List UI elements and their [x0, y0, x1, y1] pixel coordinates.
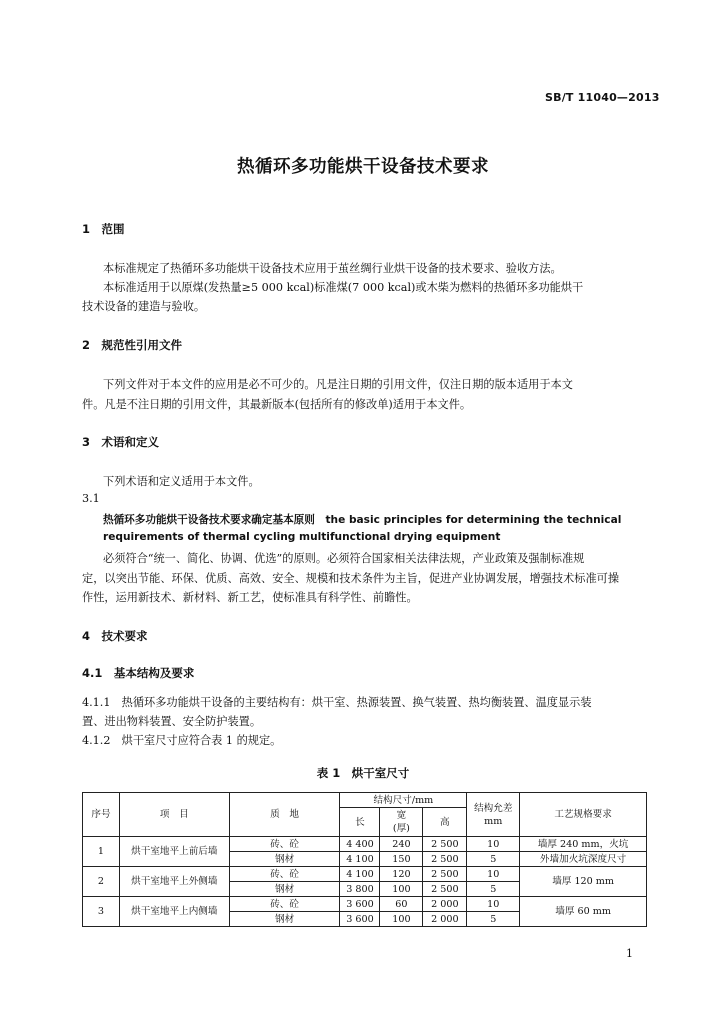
table-1 — [82, 792, 647, 927]
cell-length: 3 600 — [340, 912, 380, 927]
cell-height: 2 000 — [423, 912, 467, 927]
cell-length: 4 100 — [340, 867, 380, 882]
cell-height: 2 000 — [423, 897, 467, 912]
cell-width: 100 — [380, 882, 423, 897]
cell-spec: 墙厚 60 mm — [520, 897, 647, 927]
cell-material: 钢材 — [229, 882, 340, 897]
table-header-row — [83, 793, 647, 808]
cell-item: 烘干室地平上外侧墙 — [119, 867, 229, 897]
section-3-heading: 3 术语和定义 — [82, 435, 160, 449]
table-1-caption: 表 1 烘干室尺寸 — [316, 766, 410, 780]
cell-spec: 外墙加火坑深度尺寸 — [520, 852, 647, 867]
cell-tolerance: 10 — [467, 867, 520, 882]
term-title-line-1: 热循环多功能烘干设备技术要求确定基本原则 the basic principles for determining the technical — [103, 514, 622, 526]
cell-length: 3 600 — [340, 897, 380, 912]
section-1-line-2: 本标准适用于以原煤(发热量≥5 000 kcal)标准煤(7 000 kcal)或木柴为燃料的热循环多功能烘干 — [103, 281, 584, 294]
clause-4-1-2: 4.1.2 烘干室尺寸应符合表 1 的规定。 — [82, 734, 282, 747]
cell-material: 砖、砼 — [229, 867, 340, 882]
header-spec: 工艺规格要求 — [520, 793, 647, 837]
header-length: 长 — [340, 808, 380, 837]
cell-tolerance: 10 — [467, 897, 520, 912]
cell-material: 砖、砼 — [229, 897, 340, 912]
table-row — [83, 867, 647, 882]
cell-spec: 墙厚 120 mm — [520, 867, 647, 897]
term-definition-line-2: 定，以突出节能、环保、优质、高效、安全、规模和技术条件为主旨，促进产业协调发展，增强技术标准可操 — [82, 572, 620, 585]
section-2-line-2: 件。凡是不注日期的引用文件，其最新版本(包括所有的修改单)适用于本文件。 — [82, 398, 472, 411]
cell-item: 烘干室地平上前后墙 — [119, 837, 229, 867]
cell-seq: 2 — [83, 867, 120, 897]
cell-length: 3 800 — [340, 882, 380, 897]
cell-seq: 1 — [83, 837, 120, 867]
page-number: 1 — [626, 947, 633, 960]
header-width: 宽 (厚) — [380, 808, 423, 837]
cell-material: 钢材 — [229, 852, 340, 867]
cell-height: 2 500 — [423, 882, 467, 897]
document-title: 热循环多功能烘干设备技术要求 — [237, 157, 489, 177]
header-seq: 序号 — [83, 793, 120, 837]
cell-width: 100 — [380, 912, 423, 927]
term-number: 3.1 — [82, 492, 100, 505]
cell-width: 120 — [380, 867, 423, 882]
cell-height: 2 500 — [423, 852, 467, 867]
cell-tolerance: 5 — [467, 912, 520, 927]
section-2-line-1: 下列文件对于本文件的应用是必不可少的。凡是注日期的引用文件，仅注日期的版本适用于本文 — [103, 378, 573, 391]
cell-material: 钢材 — [229, 912, 340, 927]
cell-height: 2 500 — [423, 867, 467, 882]
clause-4-1-heading: 4.1 基本结构及要求 — [82, 666, 195, 680]
cell-width: 60 — [380, 897, 423, 912]
header-dimensions: 结构尺寸/mm — [340, 793, 467, 808]
clause-4-1-1-line-2: 置、进出物料装置、安全防护装置。 — [82, 715, 262, 728]
section-3-intro: 下列术语和定义适用于本文件。 — [103, 475, 260, 488]
cell-width: 150 — [380, 852, 423, 867]
header-height: 高 — [423, 808, 467, 837]
standard-number: SB/T 11040—2013 — [545, 91, 660, 104]
cell-tolerance: 10 — [467, 837, 520, 852]
section-2-heading: 2 规范性引用文件 — [82, 338, 183, 352]
header-tolerance: 结构允差 mm — [467, 793, 520, 837]
cell-length: 4 400 — [340, 837, 380, 852]
cell-spec: 墙厚 240 mm，火坑 — [520, 837, 647, 852]
header-material: 质 地 — [229, 793, 340, 837]
cell-width: 240 — [380, 837, 423, 852]
cell-height: 2 500 — [423, 837, 467, 852]
cell-tolerance: 5 — [467, 852, 520, 867]
section-1-heading: 1 范围 — [82, 222, 125, 236]
header-item: 项 目 — [119, 793, 229, 837]
table-row — [83, 897, 647, 912]
table-row — [83, 837, 647, 852]
section-1-line-1: 本标准规定了热循环多功能烘干设备技术应用于茧丝绸行业烘干设备的技术要求、验收方法。 — [103, 262, 562, 275]
cell-length: 4 100 — [340, 852, 380, 867]
cell-tolerance: 5 — [467, 882, 520, 897]
section-1-line-3: 技术设备的建造与验收。 — [82, 300, 206, 313]
term-definition-line-1: 必须符合“统一、简化、协调、优选”的原则。必须符合国家相关法律法规，产业政策及强制标准规 — [103, 552, 585, 565]
term-title-line-2: requirements of thermal cycling multifunctional drying equipment — [103, 531, 501, 543]
cell-material: 砖、砼 — [229, 837, 340, 852]
section-4-heading: 4 技术要求 — [82, 629, 148, 643]
cell-item: 烘干室地平上内侧墙 — [119, 897, 229, 927]
term-definition-line-3: 作性，运用新技术、新材料、新工艺，使标准具有科学性、前瞻性。 — [82, 591, 418, 604]
clause-4-1-1-line-1: 4.1.1 热循环多功能烘干设备的主要结构有：烘干室、热源装置、换气装置、热均衡装置、温度显示装 — [82, 696, 592, 709]
cell-seq: 3 — [83, 897, 120, 927]
